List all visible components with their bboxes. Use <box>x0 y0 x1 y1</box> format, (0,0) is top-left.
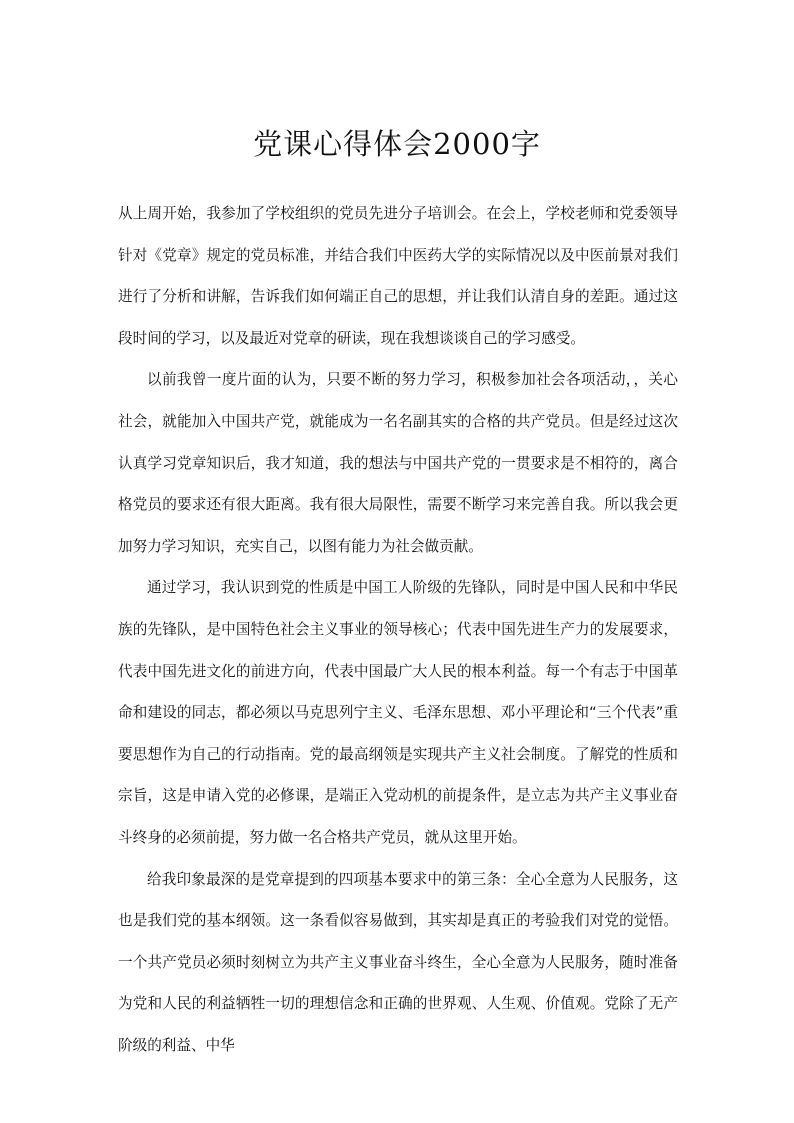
document-title: 党课心得体会2000字 <box>253 127 541 161</box>
paragraph-3: 通过学习，我认识到党的性质是中国工人阶级的先锋队，同时是中国人民和中华民族的先锋队，是中国特色社会主义事业的领导核心；代表中国先进生产力的发展要求，代表中国先进文化的前进方向，代表中国最广大人民的根本利益。每一个有志于中国革命和建设的同志，都必须以马克思列宁主义、毛泽东思想、邓小平理论和“三个代表”重要思想作为自己的行动指南。党的最高纲领是实现共产主义社会制度。了解党的性质和宗旨，这是申请入党的必修课，是端正入党动机的前提条件，是立志为共产主义事业奋斗终身的必须前提，努力做一名合格共产党员，就从这里开始。 <box>118 579 678 846</box>
paragraph-1: 从上周开始，我参加了学校组织的党员先进分子培训会。在会上，学校老师和党委领导针对《党章》规定的党员标准，并结合我们中医药大学的实际情况以及中医前景对我们进行了分析和讲解，告诉我们如何端正自己的思想，并让我们认清自身的差距。通过这段时间的学习，以及最近对党章的研读，现在我想谈谈自己的学习感受。 <box>118 205 678 347</box>
paragraph-2: 以前我曾一度片面的认为，只要不断的努力学习，积极参加社会各项活动，，关心社会，就能加入中国共产党，就能成为一名名副其实的合格的共产党员。但是经过这次认真学习党章知识后，我才知道，我的想法与中国共产党的一贯要求是不相符的，离合格党员的要求还有很大距离。我有很大局限性，需要不断学习来完善自我。所以我会更加努力学习知识，充实自己，以图有能力为社会做贡献。 <box>118 371 678 555</box>
document-body <box>118 193 678 1066</box>
paragraph-4: 给我印象最深的是党章提到的四项基本要求中的第三条：全心全意为人民服务，这也是我们党的基本纲领。这一条看似容易做到，其实却是真正的考验我们对党的觉悟。一个共产党员必须时刻树立为共产主义事业奋斗终生，全心全意为人民服务，随时准备为党和人民的利益牺牲一切的理想信念和正确的世界观、人生观、价值观。党除了无产阶级的利益、中华 <box>118 870 678 1054</box>
